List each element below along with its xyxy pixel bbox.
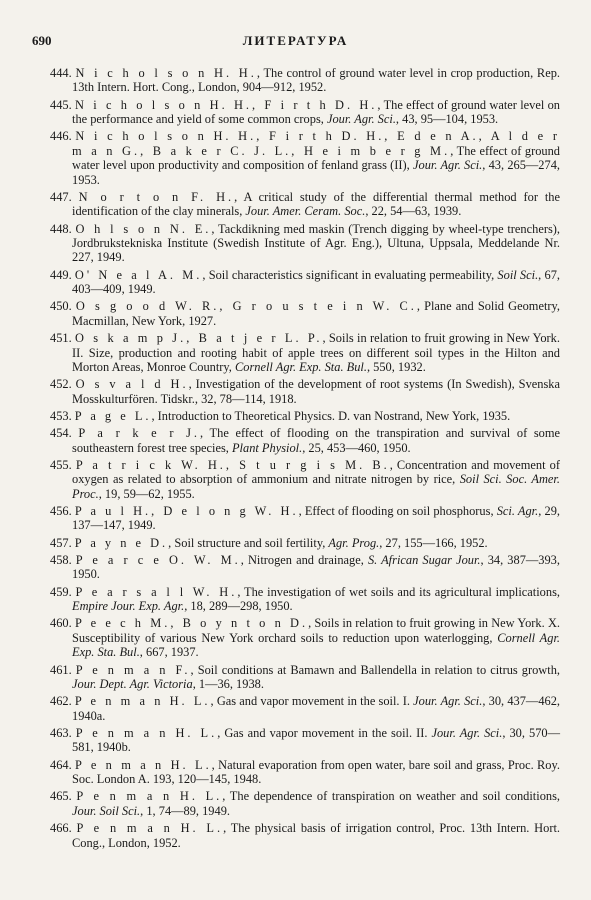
reference-authors: O' N e a l A. M. xyxy=(74,267,203,282)
reference-journal: Jour. Agr. Sci. xyxy=(431,725,503,740)
reference-entry xyxy=(50,268,560,297)
reference-text: , 30, 570—581, 1940b. xyxy=(72,725,560,755)
reference-entry xyxy=(50,536,560,550)
reference-entry xyxy=(50,789,560,818)
reference-number: 461. xyxy=(50,662,72,677)
reference-text: , Natural evaporation from open water, bare soil and grass, Proc. Roy. Soc. London A. 193, 120—145, 1948. xyxy=(72,757,560,787)
reference-entry xyxy=(50,129,560,187)
reference-text: , Soil conditions at Bamawn and Ballendella in relation to citrus growth, xyxy=(190,662,560,677)
reference-entry xyxy=(50,726,560,755)
reference-authors: O s v a l d H. xyxy=(75,377,189,392)
page-title: ЛИТЕРАТУРА xyxy=(242,33,349,48)
reference-text: , Tackdikning med maskin (Trench digging by wheel-type trenchers), Jordbrukstekniska Institute (Swedish Institute of Agr. Eng.), Ultuna, Uppsala, Meddelande Nr. 227, 1949. xyxy=(72,221,560,265)
reference-journal: Cornell Agr. Exp. Sta. Bul. xyxy=(235,359,367,374)
reference-entry xyxy=(50,190,560,219)
reference-number: 459. xyxy=(50,584,72,599)
reference-authors: N o r t o n F. H. xyxy=(78,189,235,204)
reference-entry xyxy=(50,504,560,533)
reference-authors: O h l s o n N. E. xyxy=(75,221,212,236)
page-number: 690 xyxy=(32,33,52,48)
reference-authors: P a r k e r J. xyxy=(78,426,201,441)
reference-number: 456. xyxy=(50,504,72,519)
reference-number: 463. xyxy=(50,725,72,740)
reference-authors: O s k a m p J., B a t j e r L. P. xyxy=(75,331,323,346)
reference-number: 447. xyxy=(50,189,72,204)
reference-entry xyxy=(50,66,560,95)
reference-text: , Gas and vapor movement in the soil. II. xyxy=(217,725,432,740)
reference-journal: Plant Physiol. xyxy=(231,440,303,455)
reference-number: 457. xyxy=(50,535,72,550)
reference-authors: N i c h o l s o n H. H. xyxy=(75,66,257,80)
reference-authors: P a u l H., D e l o n g W. H. xyxy=(74,504,299,519)
reference-text: , 43, 95—104, 1953. xyxy=(395,112,499,127)
reference-entry xyxy=(50,663,560,692)
reference-entry xyxy=(50,616,560,659)
reference-authors: P a t r i c k W. H., S t u r g i s M. B. xyxy=(75,457,390,472)
reference-number: 458. xyxy=(50,553,72,568)
reference-authors: P e a r c e O. W. M. xyxy=(75,553,241,568)
reference-entry xyxy=(50,299,560,328)
reference-text: , Soil characteristics significant in evaluating permeability, xyxy=(202,267,498,282)
reference-entry xyxy=(50,458,560,501)
reference-text: , Nitrogen and drainage, xyxy=(240,553,368,568)
reference-text: , 29, 137—147, 1949. xyxy=(72,504,560,533)
reference-journal: Jour. Amer. Ceram. Soc. xyxy=(245,204,366,219)
reference-text: , 1, 74—89, 1949. xyxy=(140,803,230,818)
reference-journal: S. African Sugar Jour. xyxy=(367,553,481,568)
reference-text: , 667, 1937. xyxy=(139,645,199,660)
reference-text: , Introduction to Theoretical Physics. D. van Nostrand, New York, 1935. xyxy=(151,408,511,423)
reference-authors: N i c h o l s o n H. H., F i r t h D. H. xyxy=(75,97,378,112)
reference-authors: P e n m a n H. L. xyxy=(75,757,212,772)
reference-list xyxy=(50,66,560,853)
reference-entry xyxy=(50,377,560,406)
reference-text: , 550, 1932. xyxy=(366,359,426,374)
reference-text: , 30, 437—462, 1940a. xyxy=(72,694,561,723)
reference-number: 466. xyxy=(50,821,72,836)
reference-text: , Soils in relation to fruit growing in New York. X. Susceptibility of various New York orchard soils to reduction upon waterlogging, xyxy=(72,616,560,645)
reference-entry xyxy=(50,222,560,265)
reference-authors: P e a r s a l l W. H. xyxy=(75,584,238,599)
reference-entry xyxy=(50,694,560,723)
reference-number: 451. xyxy=(50,331,72,346)
reference-number: 452. xyxy=(50,377,72,392)
reference-text: , A critical study of the differential thermal method for the identification of the clay minerals, xyxy=(72,189,560,219)
reference-text: , Gas and vapor movement in the soil. I. xyxy=(210,694,414,709)
reference-text: , 18, 289—298, 1950. xyxy=(184,599,293,614)
reference-text: , Plane and Solid Geometry, Macmillan, New York, 1927. xyxy=(72,299,561,328)
reference-journal: Jour. Agr. Sci. xyxy=(413,694,483,709)
reference-text: , 27, 155—166, 1952. xyxy=(379,535,488,550)
reference-journal: Empire Jour. Exp. Agr. xyxy=(72,599,185,614)
reference-journal: Soil Sci. Soc. Amer. Proc. xyxy=(72,472,560,501)
reference-entry xyxy=(50,426,560,455)
reference-authors: P e n m a n H. L. xyxy=(76,821,224,836)
reference-number: 464. xyxy=(50,757,72,772)
reference-journal: Jour. Agr. Sci. xyxy=(326,112,396,127)
reference-text: , Concentration and movement of oxygen as related to absorption of ammonium and nitrate nitrogen by rice, xyxy=(72,457,560,487)
reference-text: , Investigation of the development of root systems (In Swedish), Svenska Mosskulturfören. Tidskr., 32, 78—114, 1918. xyxy=(72,377,560,406)
reference-authors: P e n m a n F. xyxy=(75,662,191,677)
reference-text: , The effect of ground water level on the performance and yield of some common crops, xyxy=(72,97,560,127)
reference-journal: Jour. Soil Sci. xyxy=(72,803,141,818)
reference-text: , The control of ground water level in crop production, Rep. 13th Intern. Hort. Cong., London, 904—912, 1952. xyxy=(72,66,560,95)
reference-entry xyxy=(50,585,560,614)
reference-entry xyxy=(50,98,560,127)
reference-number: 446. xyxy=(50,129,72,144)
reference-text: , 34, 387—393, 1950. xyxy=(72,553,560,582)
reference-authors: P e n m a n H. L. xyxy=(74,694,211,709)
reference-number: 454. xyxy=(50,426,72,441)
reference-number: 450. xyxy=(50,299,72,314)
reference-text: , 1—36, 1938. xyxy=(192,676,264,691)
reference-authors: N i c h o l s o n H. H., F i r t h D. H., E d e n A., A l d e r m a n G., B a k e r C. J. L., H e i m b e r g M. xyxy=(72,129,560,158)
reference-journal: Soil Sci. xyxy=(497,267,539,282)
reference-text: , Effect of flooding on soil phosphorus, xyxy=(298,504,497,519)
reference-entry xyxy=(50,331,560,374)
reference-authors: P e n m a n H. L. xyxy=(76,789,223,804)
reference-authors: P e n m a n H. L. xyxy=(75,725,218,740)
reference-text: , 19, 59—62, 1955. xyxy=(98,486,195,501)
reference-journal: Jour. Dept. Agr. Victoria xyxy=(72,676,193,691)
reference-text: , 43, 265—274, 1953. xyxy=(72,158,560,187)
reference-journal: Agr. Prog. xyxy=(328,535,380,550)
reference-number: 448. xyxy=(50,221,72,236)
reference-number: 462. xyxy=(50,694,72,709)
reference-entry xyxy=(50,409,560,423)
reference-text: , 67, 403—409, 1949. xyxy=(72,267,560,297)
reference-journal: Sci. Agr. xyxy=(496,504,539,519)
reference-text: , The effect of flooding on the transpiration and survival of some southeastern forest tree species, xyxy=(72,426,560,455)
reference-text: , Soil structure and soil fertility, xyxy=(168,535,329,550)
reference-authors: O s g o o d W. R., G r o u s t e i n W. C. xyxy=(75,299,417,314)
reference-text: , The investigation of wet soils and its agricultural implications, xyxy=(237,584,560,599)
reference-number: 444. xyxy=(50,66,72,80)
page-header xyxy=(32,33,559,49)
reference-number: 465. xyxy=(50,789,72,804)
reference-text: , 22, 54—63, 1939. xyxy=(365,204,462,219)
reference-text: , Soils in relation to fruit growing in New York. II. Size, production and rooting habit of apple trees on different soil types in the Hilton and Morton Areas, Monroe Country, xyxy=(72,331,560,374)
reference-number: 455. xyxy=(50,457,72,472)
reference-text: , The dependence of transpiration on weather and soil conditions, xyxy=(222,789,560,804)
reference-number: 449. xyxy=(50,267,72,282)
reference-text: , The effect of ground water level upon productivity and composition of fenland grass (II), xyxy=(72,143,560,173)
reference-number: 453. xyxy=(50,408,72,423)
reference-journal: Cornell Agr. Exp. Sta. Bul. xyxy=(72,630,560,660)
reference-entry xyxy=(50,821,560,850)
reference-authors: P e e c h M., B o y n t o n D. xyxy=(74,616,309,631)
reference-text: , The physical basis of irrigation control, Proc. 13th Intern. Hort. Cong., London, 1952. xyxy=(72,821,560,850)
reference-text: , 25, 453—460, 1950. xyxy=(302,440,411,455)
reference-entry xyxy=(50,758,560,787)
reference-entry xyxy=(50,553,560,582)
reference-journal: Jour. Agr. Sci. xyxy=(413,158,483,173)
reference-number: 460. xyxy=(50,616,72,631)
reference-authors: P a y n e D. xyxy=(74,535,169,550)
reference-number: 445. xyxy=(50,97,72,112)
reference-authors: P a g e L. xyxy=(74,408,152,423)
